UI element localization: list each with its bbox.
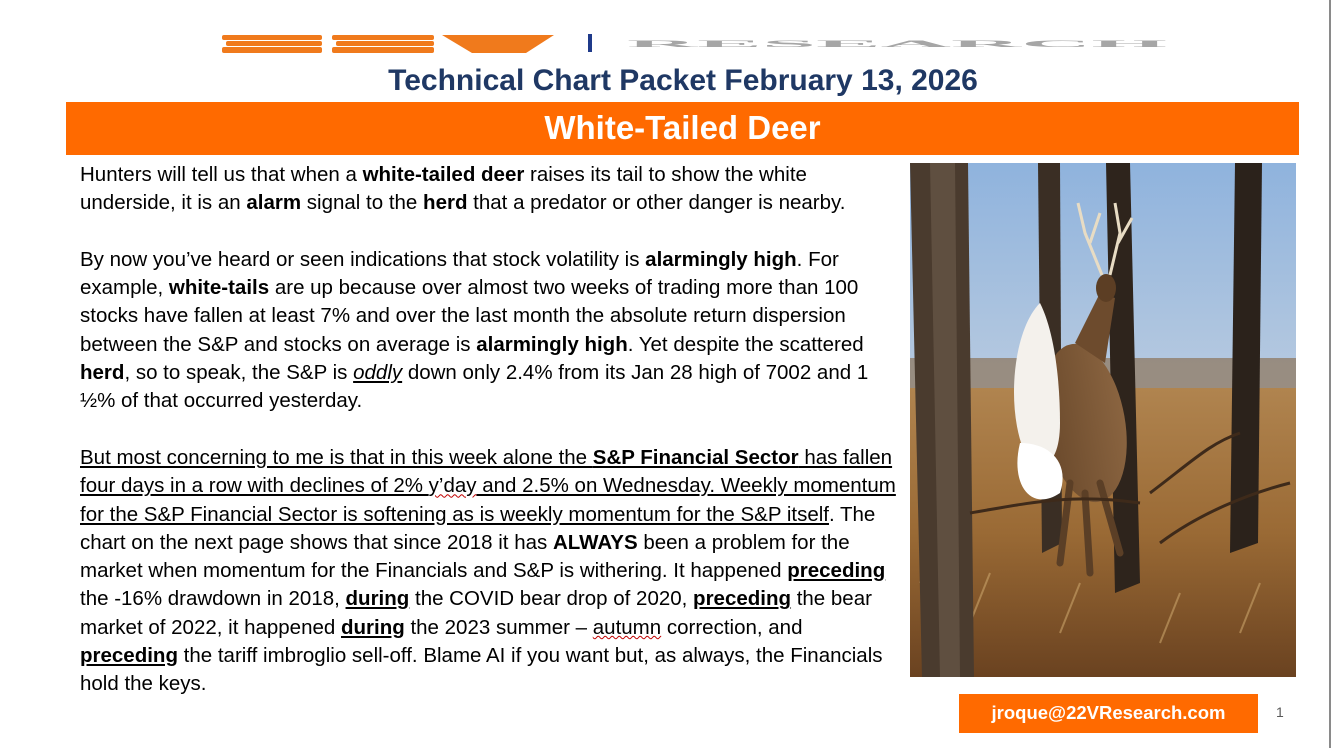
bold-term: white-tails (168, 276, 270, 300)
page-number: 1 (1276, 704, 1284, 720)
slide-right-edge (1329, 0, 1331, 748)
paragraph-1 (80, 161, 905, 218)
bold-underlined-term: preceding (787, 559, 886, 583)
text-span: the bear market of 2022, it happened (80, 587, 872, 639)
text-span: , so to speak, the S&P is (124, 361, 354, 385)
paragraph-3 (80, 444, 905, 699)
logo-research-text: RESEARCH (627, 38, 1167, 50)
logo-divider (588, 34, 592, 52)
text-span: are up because over almost two weeks of trading more than 100 stocks have fallen at least 7% and over the last month the absolute return dispersion between the S&P and stocks on average is (80, 276, 859, 356)
text-span: . The chart on the next page shows that since 2018 it has (80, 502, 876, 554)
deer-photo-illustration (910, 163, 1296, 677)
contact-email: jroque@22VResearch.com (991, 702, 1226, 723)
bold-term: herd (80, 361, 125, 385)
contact-email-badge (959, 694, 1258, 733)
bold-term: herd (423, 191, 468, 215)
bold-underlined-term: preceding (693, 587, 792, 611)
text-span: By now you’ve heard or seen indications that stock volatility is (80, 247, 646, 271)
text-span: the -16% drawdown in 2018, (80, 587, 346, 611)
bold-underlined-term: during (341, 615, 405, 639)
bold-term: alarm (246, 191, 302, 215)
text-span: down only 2.4% from its Jan 28 high of 7002 and 1 ½% of that occurred yesterday. (80, 361, 869, 413)
text-span: correction, and (661, 615, 803, 639)
section-banner (66, 102, 1299, 155)
logo-digit-2-second (332, 35, 434, 53)
page-title: Technical Chart Packet February 13, 2026 (388, 64, 978, 97)
logo-letter-v (442, 35, 554, 53)
text-span: the COVID bear drop of 2020, (409, 587, 694, 611)
text-span: the tariff imbroglio sell-off. Blame AI if you want but, as always, the Financials hold the keys. (80, 644, 883, 696)
underlined-span: and 2.5% on Wednesday. Weekly momentum for the S&P Financial Sector is softening as is weekly momentum for the S&P itself (80, 474, 896, 526)
text-span: been a problem for the market when momentum for the Financials and S&P is withering. It happened (80, 530, 850, 583)
text-span: . Yet despite the scattered (627, 332, 864, 356)
bold-term: alarmingly high (476, 332, 628, 356)
text-span: that a predator or other danger is nearby. (467, 191, 846, 215)
text-span: the 2023 summer – (404, 615, 593, 639)
bold-underlined-term: S&P Financial Sector (592, 445, 799, 469)
underlined-span: has fallen four days in a row with declines of 2% (80, 445, 893, 498)
text-span: Hunters will tell us that when a (80, 163, 363, 186)
text-span: signal to the (301, 191, 424, 215)
bold-underlined-term: during (345, 587, 410, 611)
bold-term: ALWAYS (552, 530, 638, 554)
logo-graphic (222, 33, 1172, 55)
italic-underlined-term: oddly (353, 361, 403, 385)
banner-title: White-Tailed Deer (544, 109, 821, 146)
logo-22v-research (222, 33, 1172, 55)
spellcheck-underlined-word: autumn (592, 615, 662, 639)
text-span: . For example, (80, 247, 839, 300)
logo-digit-2-first (222, 35, 322, 53)
bold-term: white-tailed deer (362, 163, 525, 186)
spellcheck-underlined-word: y’day (428, 474, 477, 498)
bold-underlined-term: preceding (80, 644, 178, 668)
text-span: raises its tail to show the white underside, it is an (80, 163, 807, 215)
article-body (80, 161, 905, 699)
underlined-span: But most concerning to me is that in this week alone the (80, 445, 593, 469)
deer-photo (910, 163, 1296, 677)
bold-term: alarmingly high (645, 247, 797, 271)
paragraph-2 (80, 246, 905, 416)
